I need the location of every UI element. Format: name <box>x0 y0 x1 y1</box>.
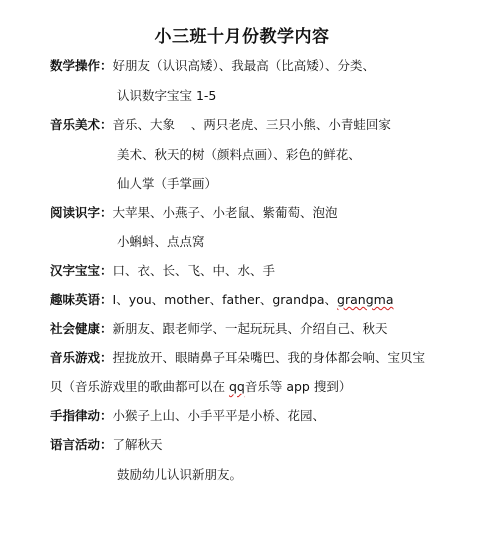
social-health-label: 社会健康： <box>50 321 113 336</box>
finger-rhythm-label: 手指律动： <box>50 408 113 423</box>
characters-row <box>50 262 275 280</box>
english-words: I、you、mother、father、grandpa、 <box>112 292 338 307</box>
social-health-line-1: 新朋友、跟老师学、一起玩玩具、介绍自己、秋天 <box>112 321 388 336</box>
music-game-continuation-suffix: 音乐等 app 搜到） <box>244 379 352 394</box>
music-game-label: 音乐游戏： <box>50 350 113 365</box>
characters-label: 汉字宝宝： <box>50 263 113 278</box>
reading-line-2: 小蝌蚪、点点窝 <box>117 234 205 249</box>
language-line-2: 鼓励幼儿认识新朋友。 <box>117 467 243 482</box>
document-title: 小三班十月份教学内容 <box>154 27 330 47</box>
music-art-line-3: 仙人掌（手掌画） <box>117 176 218 191</box>
social-health-row <box>50 320 388 338</box>
music-art-row <box>50 116 391 134</box>
language-label: 语言活动： <box>50 437 113 452</box>
language-line-1: 了解秋天 <box>112 437 163 452</box>
music-game-continuation-prefix: 贝（音乐游戏里的歌曲都可以在 <box>50 379 229 394</box>
characters-line-1: 口、衣、长、飞、中、水、手 <box>112 263 276 278</box>
music-art-line-2: 美术、秋天的树（颜料点画）、彩色的鲜花、 <box>117 147 361 162</box>
english-word-grangma: grangma <box>337 292 394 307</box>
reading-line-1: 大苹果、小燕子、小老鼠、紫葡萄、泡泡 <box>112 205 338 220</box>
music-art-label: 音乐美术： <box>50 117 113 132</box>
math-row <box>50 57 375 75</box>
english-row <box>50 291 393 309</box>
finger-rhythm-row <box>50 407 325 425</box>
math-line-1: 好朋友（认识高矮）、我最高（比高矮）、分类、 <box>112 58 376 73</box>
language-row <box>50 436 163 454</box>
finger-rhythm-line-1: 小猴子上山、小手平平是小桥、花园、 <box>112 408 326 423</box>
music-game-qq: qq <box>228 379 245 394</box>
music-art-line-1: 音乐、大象 、两只老虎、三只小熊、小青蛙回家 <box>112 117 391 132</box>
reading-row <box>50 204 338 222</box>
math-line-2: 认识数字宝宝 1-5 <box>117 88 217 103</box>
music-game-row <box>50 349 425 367</box>
reading-label: 阅读识字： <box>50 205 113 220</box>
music-game-line-1: 捏拢放开、眼睛鼻子耳朵嘴巴、我的身体都会响、宝贝宝 <box>112 350 426 365</box>
music-game-line-2 <box>50 378 351 396</box>
english-label: 趣味英语： <box>50 292 113 307</box>
math-label: 数学操作： <box>50 58 113 73</box>
